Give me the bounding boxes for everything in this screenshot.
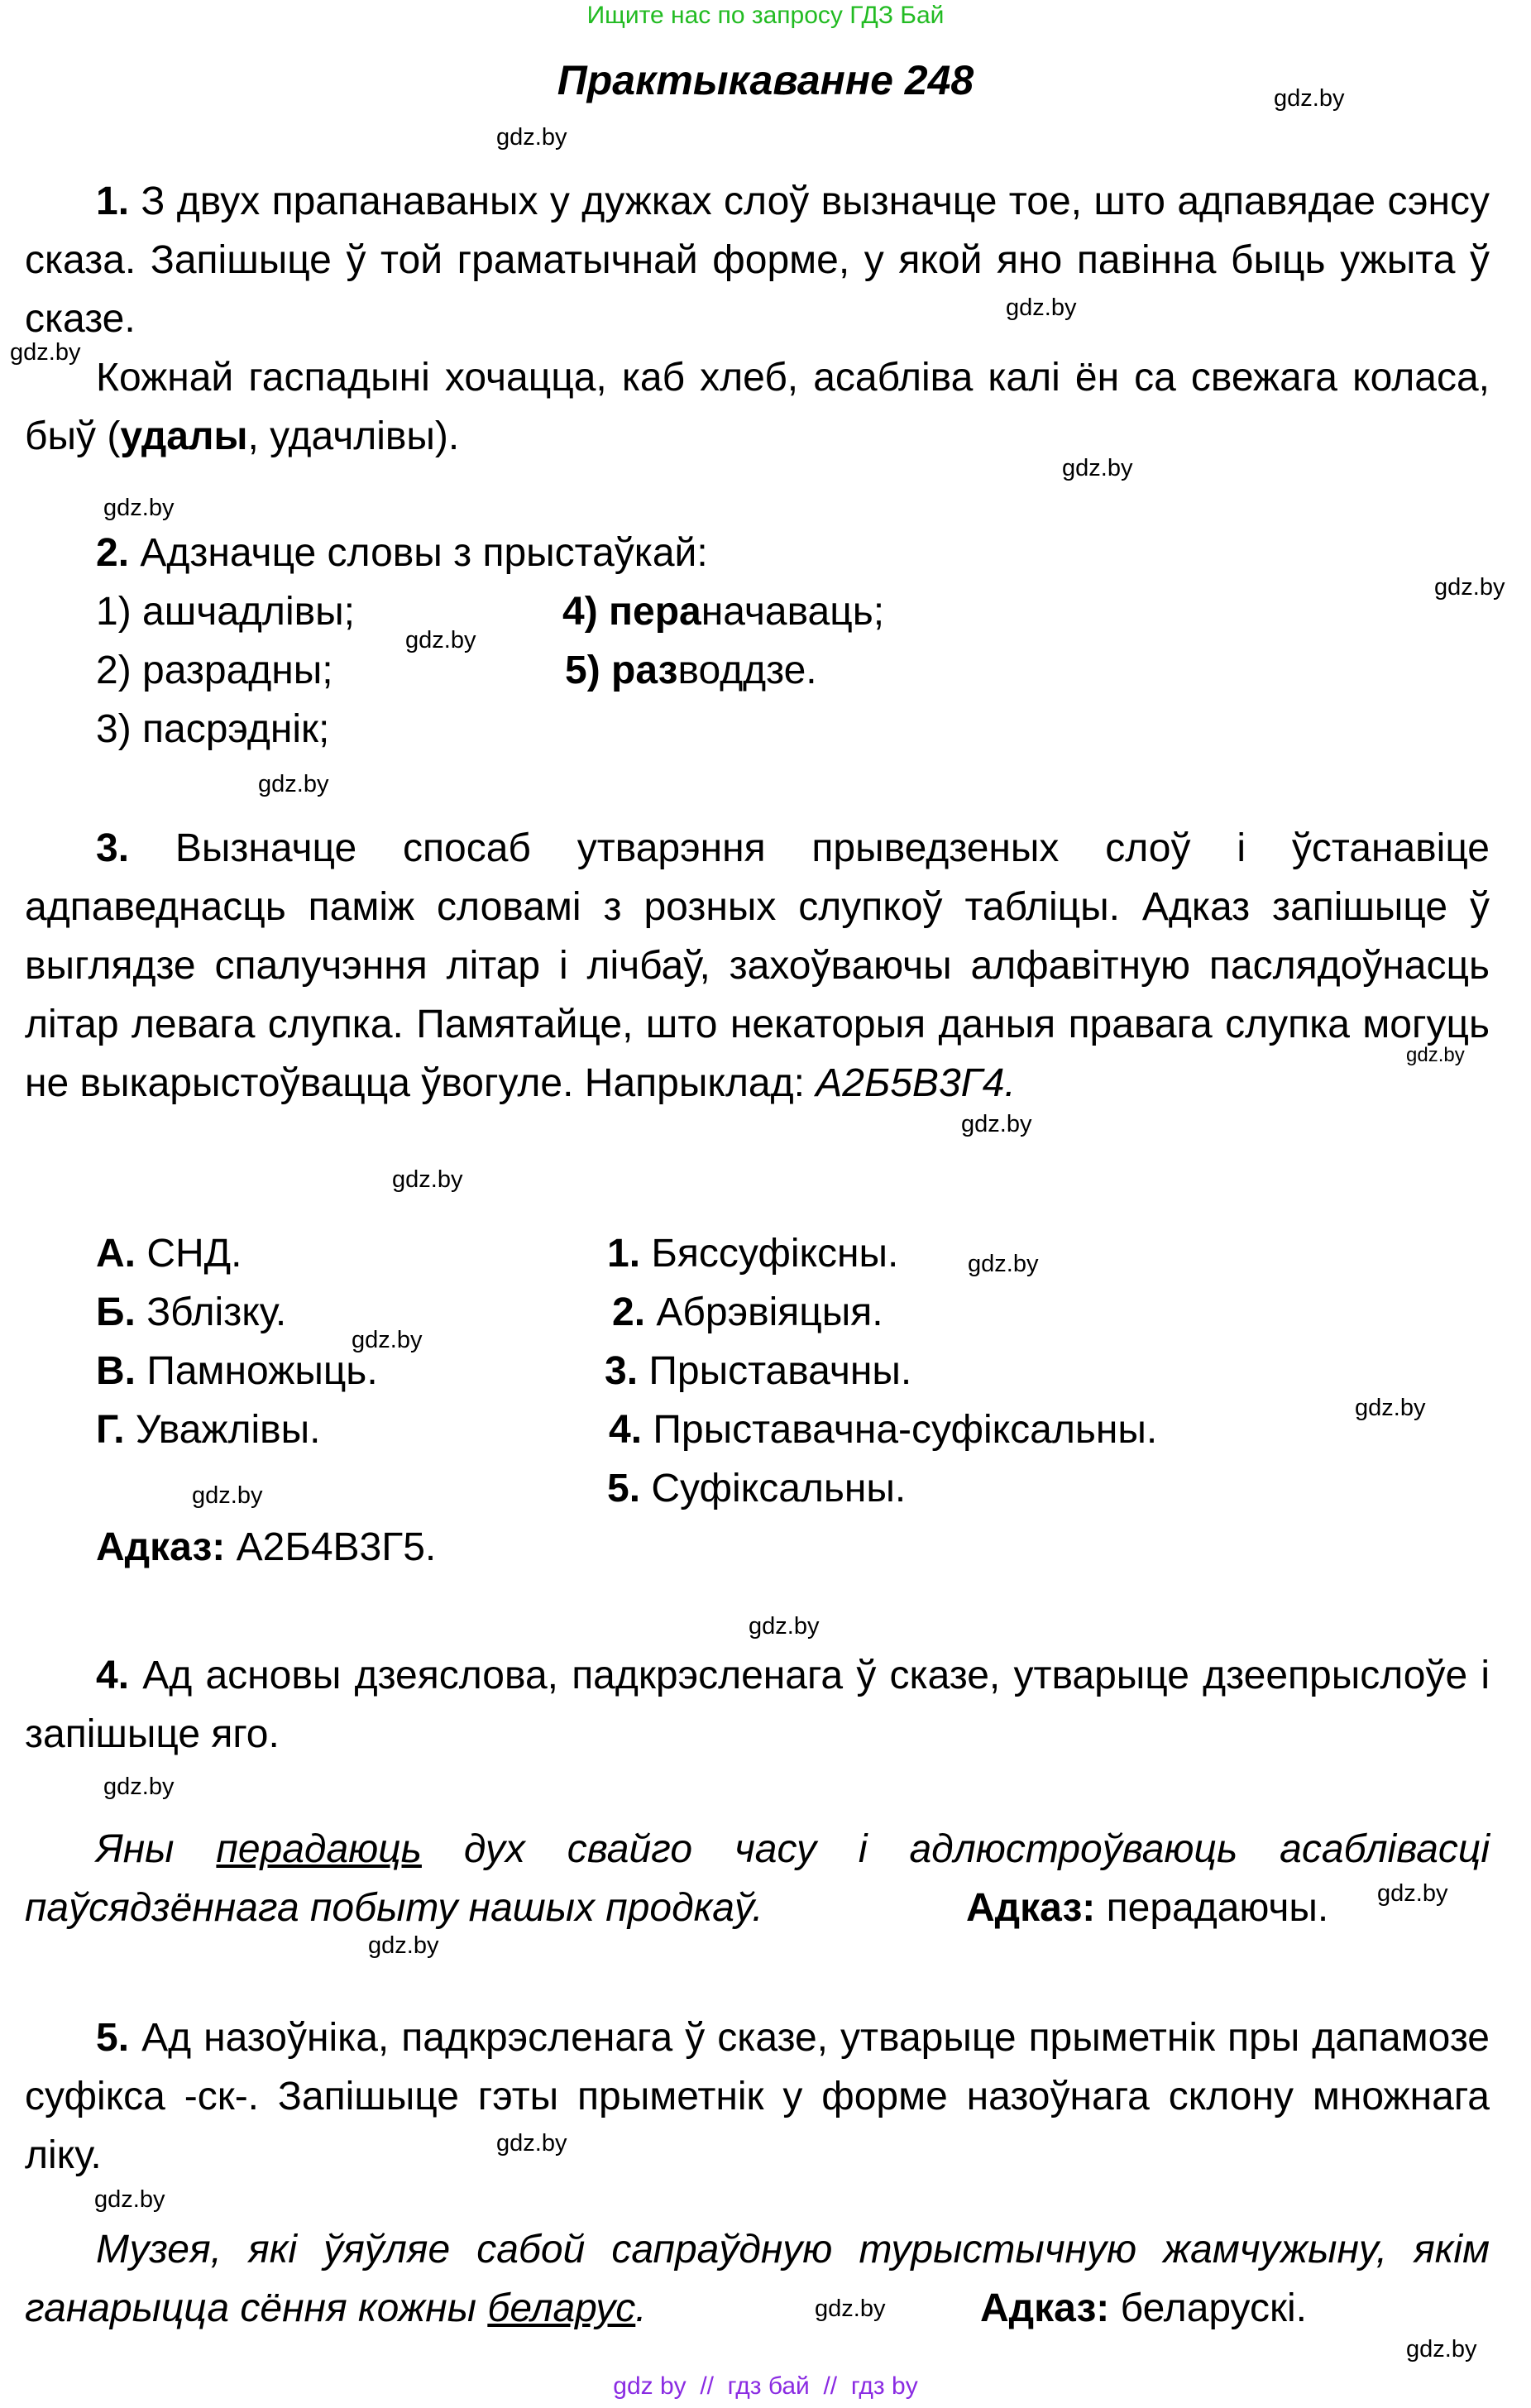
watermark: gdz.by [1406,1044,1465,1066]
task3-right-2-key: 2. [612,1290,646,1334]
task2-option-4 [562,589,884,634]
task3-right-5-key: 5. [607,1467,641,1510]
task3-text: Вызначце спосаб утварэння прыведзеных слоў і ўстанавіце адпаведнасць паміж словамі з розных слупкоў табліцы. Адказ запішыце ў выглядзе спалучэння літар і лічбаў, захоўваючы алфавітную паслядоўнасць літар левага слупка. Памятайце, што некаторыя даныя правага слупка могуць не выкарыстоўвацца ўвогуле. [25,826,1490,1105]
task5-text: Ад назоўніка, падкрэсленага ў сказе, утварыце прыметнік пры дапамозе суфікса -ск-. Запішыце гэты прыметнік у форме назоўнага склону множнага ліку. [25,2016,1490,2177]
watermark: gdz.by [103,1774,175,1800]
watermark: gdz.by [1355,1395,1426,1421]
task2-number: 2. [96,531,130,575]
watermark: gdz.by [815,2295,886,2322]
task3-right-5-value: Суфіксальны. [651,1467,907,1510]
task3-right-1 [607,1231,898,1276]
task5-sentence-start: Музея, які ўяўляе сабой сапраўдную турыстычную жамчужыну, якім ганарыцца сёння кожны [25,2228,1490,2330]
task3-right-4-key: 4. [609,1408,643,1452]
task2-option-4-number: 4) [562,590,598,634]
task3-right-4 [609,1407,1157,1453]
task3-left-a [96,1231,242,1276]
task3-answer [96,1525,436,1570]
task4-underlined-verb: перадаюць [216,1827,422,1871]
task3-example-label: Напрыклад: [584,1061,805,1105]
task5-answer-value: беларускі. [1120,2286,1307,2330]
task3-right-3 [605,1348,911,1394]
task2-text: Адзначце словы з прыстаўкай: [140,531,708,575]
task3-answer-label: Адказ: [96,1525,226,1569]
watermark: gdz.by [496,124,567,151]
task2-option-5-number: 5) [565,649,600,692]
footer-links[interactable]: gdz by // гдз бай // гдз by [613,2372,918,2400]
task5-answer-label: Адказ: [980,2286,1110,2330]
task3-left-b-value: Зблізку. [146,1290,287,1334]
task2-option-3: 3) пасрэднік; [96,707,330,751]
watermark: gdz.by [1006,294,1077,321]
task1-text: З двух прапанаваных у дужках слоў вызначце тое, што адпавядае сэнсу сказа. Запішыце ў той граматычнай форме, у якой яно павінна быць ужыта ў сказе. [25,180,1490,341]
task2-option-4-prefix: пера [609,590,701,634]
task5-sentence-end: . [635,2286,647,2330]
task5-question [25,2008,1490,2185]
watermark: gdz.by [368,1932,439,1959]
task1-sentence-after: , удачлівы). [247,414,460,458]
watermark: gdz.by [1274,85,1345,112]
task5-underlined-noun: беларус [487,2286,636,2330]
watermark: gdz.by [10,339,81,366]
task3-number: 3. [96,826,130,870]
task3-left-c [96,1348,378,1394]
task2-option-5 [565,648,817,693]
task2-option-5-rest: воддзе. [677,649,817,692]
task3-example: А2Б5В3Г4. [816,1061,1016,1105]
task3-left-d-value: Уважлівы. [135,1408,321,1452]
task4-question [25,1646,1490,1764]
watermark: gdz.by [392,1166,463,1193]
task3-right-2 [612,1290,883,1335]
task2-option-1: 1) ашчадлівы; [96,590,355,634]
top-banner[interactable]: Ищите нас по запросу ГДЗ Бай [586,2,945,29]
watermark: gdz.by [192,1482,263,1509]
task2-option-5-prefix: раз [611,649,678,692]
task4-sentence-start: Яны [96,1827,217,1871]
task1-number: 1. [96,180,130,223]
task3-left-a-key: А. [96,1232,136,1276]
task1-sentence [25,348,1490,466]
task3-right-3-value: Прыставачны. [648,1349,912,1393]
task2-option-4-rest: начаваць; [701,590,885,634]
watermark: gdz.by [961,1111,1032,1137]
task3-left-d-key: Г. [96,1408,125,1452]
watermark: gdz.by [1406,2336,1477,2363]
task3-right-3-key: 3. [605,1349,639,1393]
task3-right-4-value: Прыставачна-суфіксальны. [653,1408,1158,1452]
watermark: gdz.by [968,1251,1039,1277]
task3-left-c-key: В. [96,1349,136,1393]
task3-left-b [96,1290,286,1335]
watermark: gdz.by [94,2186,165,2213]
task3-right-1-value: Бяссуфіксны. [651,1232,899,1276]
watermark: gdz.by [1062,455,1133,481]
task3-right-1-key: 1. [607,1232,641,1276]
task4-answer-value: перадаючы. [1106,1886,1329,1930]
task3-question [25,819,1490,1113]
watermark: gdz.by [258,771,329,797]
task3-right-2-value: Абрэвіяцыя. [656,1290,883,1334]
task3-left-a-value: СНД. [146,1232,242,1276]
task3-left-b-key: Б. [96,1290,136,1334]
watermark: gdz.by [1377,1880,1448,1907]
task4-answer [966,1879,1328,1937]
task1-answer-word: удалы [120,414,248,458]
task1-sentence-before: Кожнай гаспадыні хочацца, каб хлеб, асабліва калі ён са свежага коласа, быў ( [25,356,1490,458]
watermark: gdz.by [496,2130,567,2157]
task2-option-2: 2) разрадны; [96,649,333,692]
watermark: gdz.by [1434,574,1505,601]
task3-answer-value: А2Б4В3Г5. [236,1525,437,1569]
task3-right-5 [607,1466,906,1511]
watermark: gdz.by [405,627,476,653]
task4-answer-label: Адказ: [966,1886,1096,1930]
task3-left-c-value: Памножыць. [146,1349,378,1393]
task5-answer [980,2279,1307,2338]
task3-left-d [96,1407,320,1453]
task4-text: Ад асновы дзеяслова, падкрэсленага ў сказе, утварыце дзеепрыслоўе і запішыце яго. [25,1654,1490,1756]
watermark: gdz.by [352,1327,423,1353]
watermark: gdz.by [749,1613,820,1640]
task4-sentence-end: дух свайго часу і адлюстроўваюць асаблівасці паўсядзённага побыту нашых продкаў. [25,1827,1490,1930]
task5-number: 5. [96,2016,130,2060]
task4-number: 4. [96,1654,130,1697]
page-title: Практыкаванне 248 [557,57,974,103]
watermark: gdz.by [103,495,175,521]
task2-question [96,530,708,576]
task1-question [25,172,1490,348]
